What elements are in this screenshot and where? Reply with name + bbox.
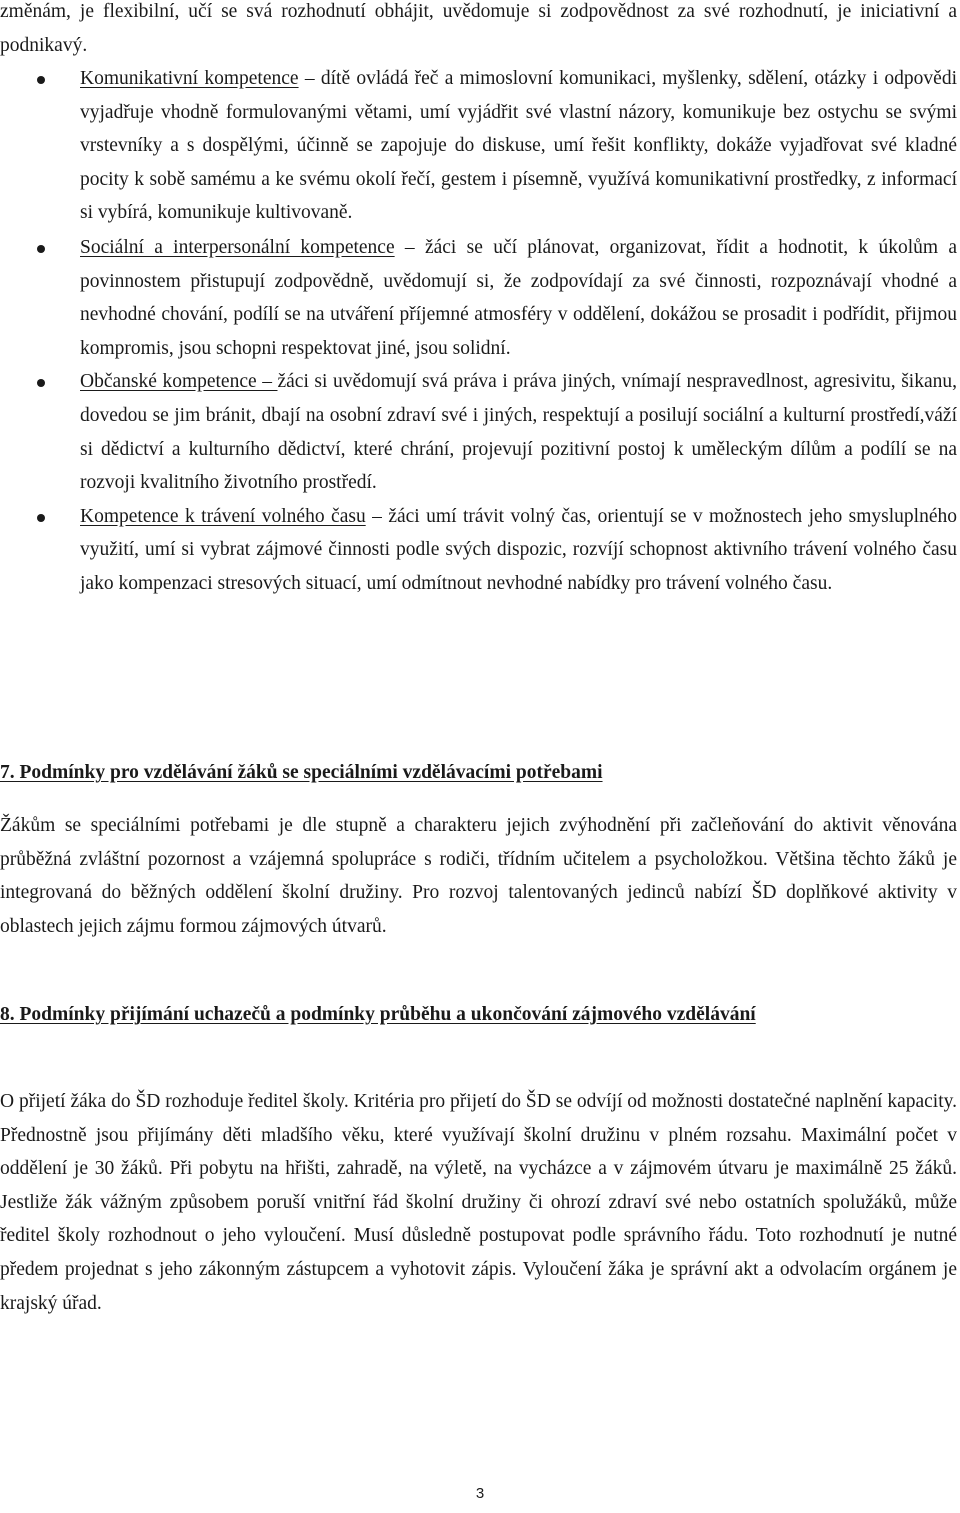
competences-list — [0, 62, 957, 601]
competence-text: žáci si uvědomují svá práva i práva jiných, vnímají nespravedlnost, agresivitu, šikanu, dovedou se jim bránit, dbají na osobní zdraví své i jiných, respektují a posilují sociální a kulturní prostředí,váží si dědictví a kulturního dědictví, které chrání, projevují pozitivní postoj k uměleckým dílům a podílí se na rozvoji kvalitního životního prostředí. — [80, 371, 957, 494]
competence-text: – žáci se učí plánovat, organizovat, řídit a hodnotit, k úkolům a povinnostem přistupují zodpovědně, uvědomují si, že zodpovídají za své činnosti, rozpoznávají vhodné a nevhodné chování, podílí se na utváření příjemné atmosféry v oddělení, dokážou se prosadit i podřídit, přijmou kompromis, jsou schopni respektovat jiné, jsou solidní. — [80, 236, 957, 359]
competence-term: Sociální a interpersonální kompetence — [80, 236, 395, 258]
page-number: 3 — [475, 1485, 485, 1502]
list-item-civic — [0, 365, 957, 499]
bullet-icon — [37, 379, 45, 387]
competence-term: Kompetence k trávení volného času — [80, 505, 366, 527]
section-8-body: O přijetí žáka do ŠD rozhoduje ředitel školy. Kritéria pro přijetí do ŠD se odvíjí od možnosti dostatečné naplnění kapacity. Přednostně jsou přijímány děti mladšího věku, které využívají školní družinu v plném rozsahu. Maximální počet v oddělení je 30 žáků. Při pobytu na hřišti, zahradě, na výletě, na vycházce a v zájmovém útvaru je maximálně 25 žáků. Jestliže žák vážným způsobem poruší vnitřní řád školní družiny či ohrozí zdraví své nebo ostatních spolužáků, může ředitel školy rozhodnout o jeho vyloučení. Musí důsledně postupovat podle správního řádu. Toto rozhodnutí je nutné předem projednat s jeho zákonným zástupcem a vyhotovit zápis. Vyloučení žáka je správní akt a odvolacím orgánem je krajský úřad. — [0, 1091, 957, 1314]
competence-text: – dítě ovládá řeč a mimoslovní komunikaci, myšlenky, sdělení, otázky i odpovědi vyjadřuje vhodně formulovanými větami, umí vyjádřit své vlastní názory, komunikuje bez ostychu se svými vrstevníky a s dospělými, účinně se zapojuje do diskuse, umí řešit konflikty, dokáže vyjadřovat své kladné pocity k sobě samému a ke svému okolí řečí, gestem i písemně, využívá komunikativní prostředky, z informací si vybírá, komunikuje kultivovaně. — [80, 68, 957, 224]
list-item-social — [0, 231, 957, 365]
competence-text: – žáci umí trávit volný čas, orientují se v možnostech jeho smysluplného využití, umí si vybrat zájmové činnosti podle svých dispozic, rozvíjí schopnost aktivního trávení volného času jako kompenzaci stresových situací, umí odmítnout nevhodné nabídky pro trávení volného času. — [80, 505, 957, 594]
list-item-communication — [0, 62, 957, 230]
list-item-leisure — [0, 500, 957, 601]
section-7-body: Žákům se speciálními potřebami je dle stupně a charakteru jejich zvýhodnění při začleňování do aktivit věnována průběžná zvláštní pozornost a vzájemná spolupráce s rodiči, třídním učitelem a psycholožkou. Většina těchto žáků je integrovaná do běžných oddělení školní družiny. Pro rozvoj talentovaných jedinců nabízí ŠD doplňkové aktivity v oblastech jejich zájmu formou zájmových útvarů. — [0, 815, 957, 937]
bullet-icon — [37, 245, 45, 253]
competence-term: Občanské kompetence – — [80, 371, 278, 393]
bullet-icon — [37, 514, 45, 522]
section-7-heading: 7. Podmínky pro vzdělávání žáků se speciálními vzdělávacími potřebami — [0, 762, 603, 783]
bullet-icon — [37, 76, 45, 84]
section-8-heading: 8. Podmínky přijímání uchazečů a podmínky průběhu a ukončování zájmového vzdělávání — [0, 1004, 756, 1025]
competence-term: Komunikativní kompetence — [80, 68, 299, 89]
intro-continuation: změnám, je flexibilní, učí se svá rozhodnutí obhájit, uvědomuje si zodpovědnost za své rozhodnutí, je iniciativní a podnikavý. — [0, 1, 957, 56]
